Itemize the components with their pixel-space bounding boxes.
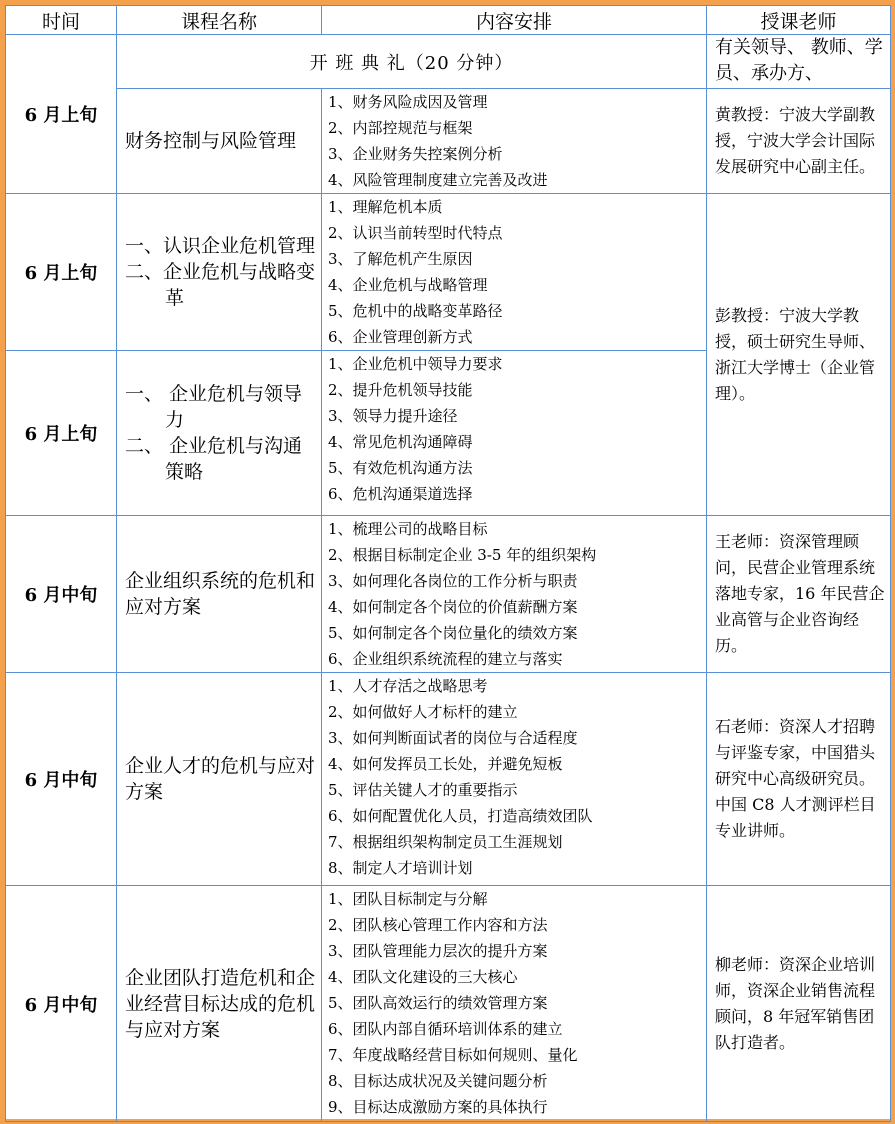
course-cell <box>117 89 322 194</box>
table-row <box>6 89 891 194</box>
content-item: 6、危机沟通渠道选择 <box>328 485 473 503</box>
header-course: 课程名称 <box>117 6 322 35</box>
content-cell <box>322 673 707 886</box>
course-cell <box>117 886 322 1122</box>
course-name: 企业人才的危机与应对方案 <box>125 755 316 803</box>
content-item: 4、风险管理制度建立完善及改进 <box>328 171 548 189</box>
time-cell: 6 月上旬 <box>6 351 117 516</box>
content-item: 8、目标达成状况及关键问题分析 <box>328 1072 548 1090</box>
table-row <box>6 194 891 351</box>
content-cell <box>322 886 707 1122</box>
course-name: 一、 企业危机与领导力 <box>125 383 303 431</box>
ceremony-attendees: 有关领导、 教师、学员、承办方、 <box>707 35 891 89</box>
content-item: 1、梳理公司的战略目标 <box>328 520 488 538</box>
ceremony-row <box>6 35 891 89</box>
content-item: 8、制定人才培训计划 <box>328 859 473 877</box>
header-time: 时间 <box>6 6 117 35</box>
schedule-table <box>5 5 891 1122</box>
content-item: 1、企业危机中领导力要求 <box>328 355 503 373</box>
content-item: 7、年度战略经营目标如何规则、量化 <box>328 1046 578 1064</box>
time-cell: 6 月上旬 <box>6 194 117 351</box>
content-item: 5、团队高效运行的绩效管理方案 <box>328 994 548 1012</box>
content-item: 2、如何做好人才标杆的建立 <box>328 703 518 721</box>
content-item: 3、团队管理能力层次的提升方案 <box>328 942 548 960</box>
content-item: 5、如何制定各个岗位量化的绩效方案 <box>328 624 578 642</box>
table-row <box>6 516 891 673</box>
content-item: 2、认识当前转型时代特点 <box>328 224 503 242</box>
teacher-cell: 石老师：资深人才招聘与评鉴专家，中国猎头研究中心高级研究员。中国 C8 人才测评栏目专业讲师。 <box>707 673 891 886</box>
content-item: 3、领导力提升途径 <box>328 407 458 425</box>
header-row <box>6 6 891 35</box>
content-item: 1、人才存活之战略思考 <box>328 677 488 695</box>
course-name: 二、 企业危机与沟通策略 <box>125 435 303 483</box>
content-cell <box>322 194 707 351</box>
content-item: 1、团队目标制定与分解 <box>328 890 488 908</box>
header-content: 内容安排 <box>322 6 707 35</box>
content-item: 5、危机中的战略变革路径 <box>328 302 503 320</box>
content-item: 5、有效危机沟通方法 <box>328 459 473 477</box>
teacher-cell: 柳老师：资深企业培训师，资深企业销售流程顾问，8 年冠军销售团队打造者。 <box>707 886 891 1122</box>
time-cell: 6 月中旬 <box>6 516 117 673</box>
content-item: 6、企业管理创新方式 <box>328 328 473 346</box>
time-cell: 6 月中旬 <box>6 886 117 1122</box>
content-item: 4、团队文化建设的三大核心 <box>328 968 518 986</box>
header-teacher: 授课老师 <box>707 6 891 35</box>
content-item: 3、企业财务失控案例分析 <box>328 145 503 163</box>
content-item: 4、如何制定各个岗位的价值薪酬方案 <box>328 598 578 616</box>
course-name: 财务控制与风险管理 <box>125 130 297 152</box>
content-item: 6、团队内部自循环培训体系的建立 <box>328 1020 563 1038</box>
content-item: 3、如何理化各岗位的工作分析与职责 <box>328 572 578 590</box>
course-cell <box>117 351 322 516</box>
content-cell <box>322 351 707 516</box>
course-name: 一、认识企业危机管理 <box>125 235 316 257</box>
content-item: 6、企业组织系统流程的建立与落实 <box>328 650 563 668</box>
course-name: 企业团队打造危机和企业经营目标达成的危机与应对方案 <box>125 966 316 1041</box>
table-row <box>6 673 891 886</box>
table-row <box>6 886 891 1122</box>
content-item: 3、如何判断面试者的岗位与合适程度 <box>328 729 578 747</box>
course-name: 二、企业危机与战略变革 <box>125 261 316 309</box>
time-cell: 6 月中旬 <box>6 673 117 886</box>
teacher-cell: 彭教授：宁波大学教授，硕士研究生导师、浙江大学博士（企业管理）。 <box>707 194 891 516</box>
course-cell <box>117 194 322 351</box>
teacher-cell: 王老师：资深管理顾问，民营企业管理系统落地专家，16 年民营企业高管与企业咨询经历。 <box>707 516 891 673</box>
content-item: 9、目标达成激励方案的具体执行 <box>328 1098 548 1116</box>
content-item: 2、根据目标制定企业 3-5 年的组织架构 <box>328 546 597 564</box>
content-item: 5、评估关键人才的重要指示 <box>328 781 518 799</box>
ceremony-title: 开 班 典 礼（20 分钟） <box>117 35 707 89</box>
course-cell <box>117 516 322 673</box>
teacher-cell: 黄教授：宁波大学副教授，宁波大学会计国际发展研究中心副主任。 <box>707 89 891 194</box>
content-item: 4、企业危机与战略管理 <box>328 276 488 294</box>
content-item: 6、如何配置优化人员，打造高绩效团队 <box>328 807 593 825</box>
content-cell <box>322 516 707 673</box>
content-item: 1、财务风险成因及管理 <box>328 93 488 111</box>
content-item: 1、理解危机本质 <box>328 198 443 216</box>
time-cell: 6 月上旬 <box>6 35 117 194</box>
content-item: 2、团队核心管理工作内容和方法 <box>328 916 548 934</box>
content-item: 2、内部控规范与框架 <box>328 119 473 137</box>
course-cell <box>117 673 322 886</box>
content-item: 4、常见危机沟通障碍 <box>328 433 473 451</box>
content-item: 4、如何发挥员工长处，并避免短板 <box>328 755 563 773</box>
content-item: 2、提升危机领导技能 <box>328 381 473 399</box>
content-item: 3、了解危机产生原因 <box>328 250 473 268</box>
content-cell <box>322 89 707 194</box>
course-name: 企业组织系统的危机和应对方案 <box>125 570 316 618</box>
content-item: 7、根据组织架构制定员工生涯规划 <box>328 833 563 851</box>
